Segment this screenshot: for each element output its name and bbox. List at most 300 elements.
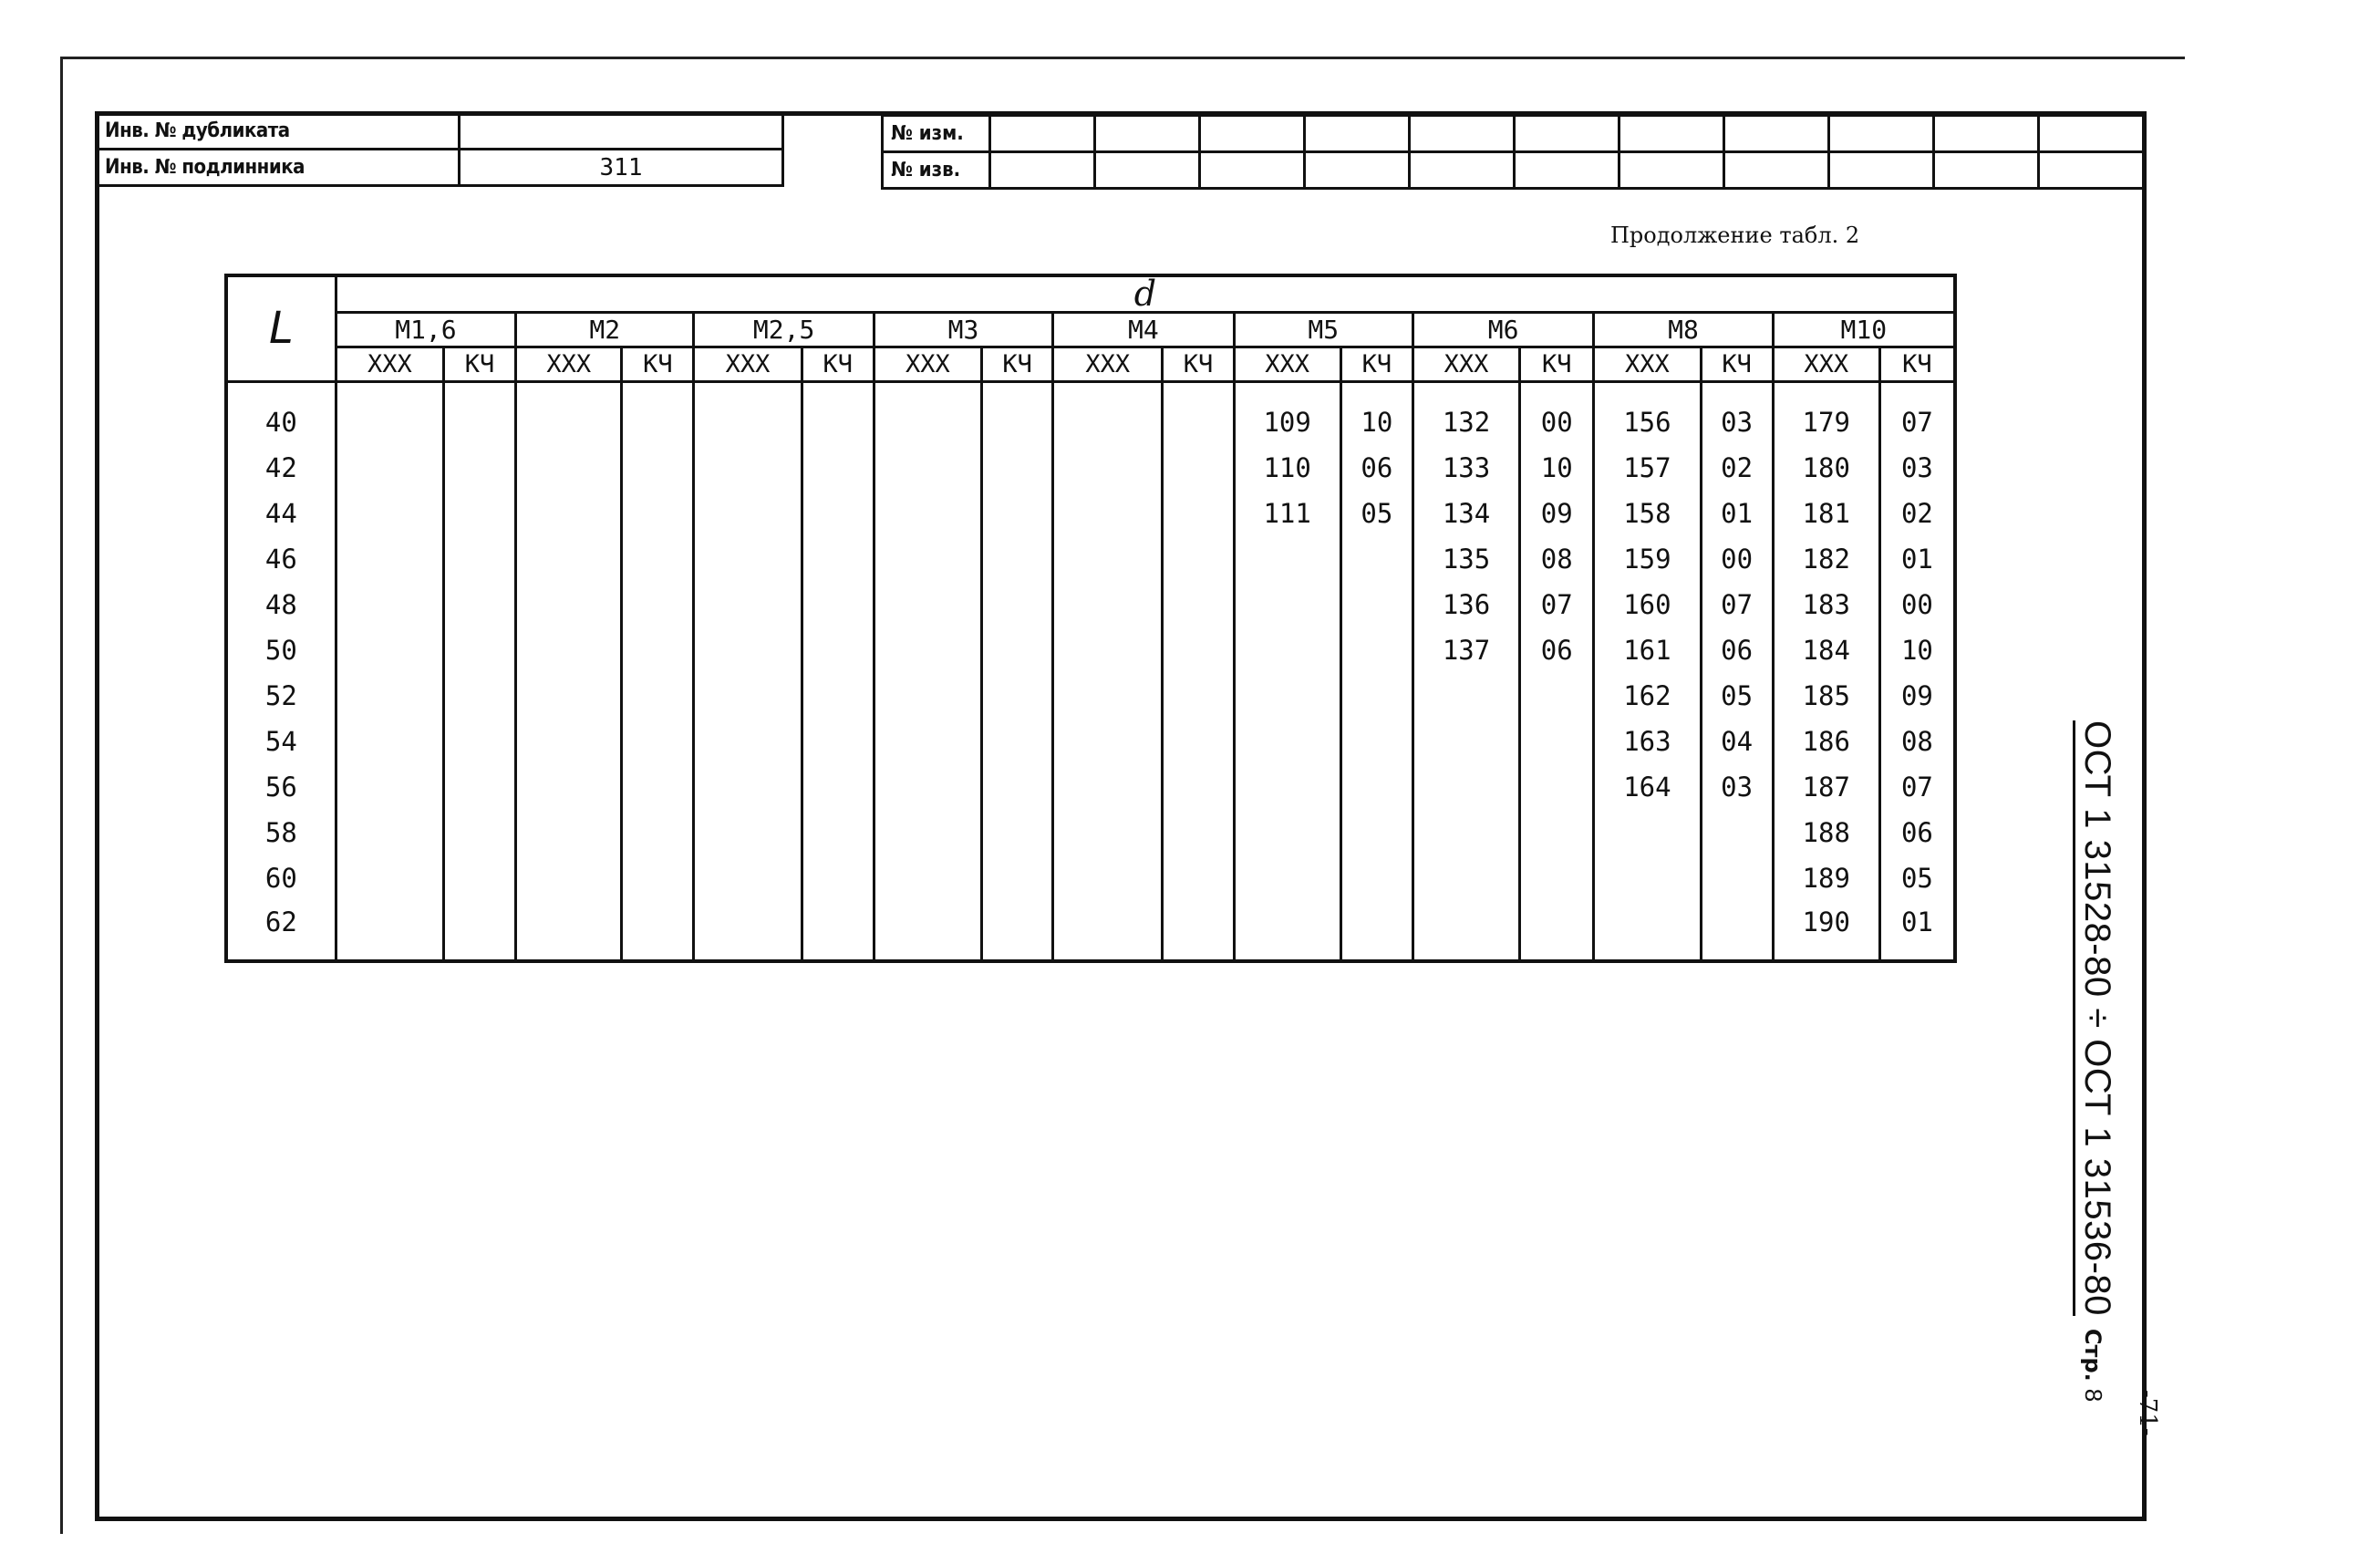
code-kch-cell [622,855,694,901]
code-kch-cell [982,627,1053,673]
code-kch-header: КЧ [802,347,874,381]
code-kch-cell [1163,719,1234,764]
length-cell: 62 [226,901,336,961]
duplicate-inventory-value [460,113,783,150]
table-row [226,399,1955,445]
code-xxx-cell [1412,719,1519,764]
code-xxx-cell [516,719,622,764]
code-xxx-cell [1053,719,1163,764]
code-kch-cell: 05 [1701,673,1773,719]
code-kch-cell: 09 [1520,491,1594,536]
code-kch-cell [802,399,874,445]
code-xxx-cell [336,582,443,627]
thread-size-header: М1,6 [336,312,515,347]
code-xxx-cell [874,673,981,719]
code-xxx-cell: 189 [1773,855,1879,901]
code-kch-cell [1520,901,1594,961]
code-xxx-cell [1234,810,1340,855]
spacer-cell [443,381,515,399]
code-xxx-cell [1412,810,1519,855]
code-kch-cell [1340,719,1412,764]
code-kch-cell: 06 [1520,627,1594,673]
code-kch-cell [982,399,1053,445]
table-row [226,536,1955,582]
code-kch-cell: 05 [1340,491,1412,536]
spacer-cell [516,381,622,399]
length-cell: 48 [226,582,336,627]
code-kch-cell [1340,582,1412,627]
code-kch-cell [1340,901,1412,961]
code-xxx-cell [516,399,622,445]
code-xxx-header: ХХХ [1234,347,1340,381]
code-xxx-cell [1412,673,1519,719]
code-kch-cell [622,491,694,536]
spacer-row [226,381,1955,399]
code-xxx-cell: 111 [1234,491,1340,536]
code-xxx-cell: 187 [1773,764,1879,810]
code-xxx-cell [694,673,802,719]
code-kch-cell [982,855,1053,901]
code-kch-cell: 03 [1701,399,1773,445]
code-xxx-cell [694,536,802,582]
code-kch-cell: 03 [1701,764,1773,810]
code-kch-cell [1340,673,1412,719]
table-body [226,381,1955,961]
code-xxx-header: ХХХ [1773,347,1879,381]
code-xxx-cell [694,901,802,961]
code-xxx-cell [516,536,622,582]
code-kch-cell [982,719,1053,764]
code-xxx-cell [694,491,802,536]
code-xxx-cell [874,764,981,810]
length-cell: 54 [226,719,336,764]
code-xxx-cell [874,399,981,445]
code-xxx-cell: 162 [1594,673,1701,719]
code-kch-cell [1701,855,1773,901]
code-kch-cell [622,627,694,673]
spacer-cell [1412,381,1519,399]
length-cell: 58 [226,810,336,855]
spacer-cell [1234,381,1340,399]
notice-cell [1305,152,1410,189]
table-row [226,810,1955,855]
code-xxx-cell [694,719,802,764]
code-xxx-cell [1234,673,1340,719]
code-xxx-cell: 156 [1594,399,1701,445]
code-kch-cell [982,810,1053,855]
code-xxx-cell [336,536,443,582]
code-xxx-cell [1234,536,1340,582]
code-kch-cell: 02 [1879,491,1955,536]
code-kch-cell [1340,536,1412,582]
code-kch-cell: 01 [1879,901,1955,961]
table-row [226,901,1955,961]
notice-number-label: № изв. [883,152,990,189]
spacer-cell [1701,381,1773,399]
code-xxx-cell [516,810,622,855]
length-cell: 46 [226,536,336,582]
code-kch-cell [1340,764,1412,810]
code-kch-cell [443,627,515,673]
table-row [226,627,1955,673]
code-kch-cell [1163,627,1234,673]
page-number: 8 [2080,1388,2107,1403]
code-xxx-cell [694,855,802,901]
code-kch-cell: 10 [1520,445,1594,491]
code-kch-cell [802,673,874,719]
code-xxx-cell [874,719,981,764]
code-kch-cell: 08 [1879,719,1955,764]
code-kch-header: КЧ [1520,347,1594,381]
code-kch-cell [622,399,694,445]
code-kch-cell: 08 [1520,536,1594,582]
code-xxx-cell [1053,399,1163,445]
code-kch-cell [802,445,874,491]
code-xxx-cell: 188 [1773,810,1879,855]
code-xxx-cell [1234,901,1340,961]
code-kch-cell: 09 [1879,673,1955,719]
length-cell: 56 [226,764,336,810]
spacer-cell [802,381,874,399]
code-kch-cell [622,673,694,719]
spacer-cell [1340,381,1412,399]
notice-cell [1724,152,1829,189]
code-xxx-header: ХХХ [1053,347,1163,381]
code-xxx-cell [336,764,443,810]
code-xxx-cell: 136 [1412,582,1519,627]
code-xxx-cell [874,855,981,901]
code-kch-cell: 03 [1879,445,1955,491]
code-kch-cell [1520,719,1594,764]
code-xxx-cell [694,627,802,673]
code-kch-cell [982,764,1053,810]
code-xxx-cell [1594,855,1701,901]
spacer-cell [226,381,336,399]
code-xxx-cell: 161 [1594,627,1701,673]
code-kch-header: КЧ [982,347,1053,381]
code-kch-cell [802,582,874,627]
code-xxx-cell [1412,855,1519,901]
code-kch-cell: 05 [1879,855,1955,901]
notice-cell [1829,152,1934,189]
code-xxx-header: ХХХ [874,347,981,381]
code-kch-cell: 07 [1879,399,1955,445]
code-kch-cell [982,491,1053,536]
code-xxx-cell [1053,536,1163,582]
code-xxx-cell: 186 [1773,719,1879,764]
code-kch-header: КЧ [1340,347,1412,381]
length-cell: 60 [226,855,336,901]
code-kch-cell [1520,855,1594,901]
code-xxx-cell: 185 [1773,673,1879,719]
change-number-label: № изм. [883,116,990,152]
code-xxx-cell [516,491,622,536]
code-kch-cell [1163,445,1234,491]
code-xxx-cell [874,901,981,961]
code-kch-cell [622,445,694,491]
code-xxx-cell [336,627,443,673]
code-kch-cell [802,719,874,764]
notice-cell [1095,152,1200,189]
spacer-cell [694,381,802,399]
code-xxx-cell [1053,764,1163,810]
code-kch-cell [1163,810,1234,855]
length-cell: 50 [226,627,336,673]
code-kch-cell: 07 [1701,582,1773,627]
code-xxx-cell [1053,445,1163,491]
data-table [224,274,1957,963]
code-kch-header: КЧ [1701,347,1773,381]
code-kch-cell: 06 [1879,810,1955,855]
code-kch-cell [622,536,694,582]
notice-cell [1410,152,1515,189]
code-xxx-cell: 160 [1594,582,1701,627]
code-kch-cell: 10 [1879,627,1955,673]
thread-size-header: М2,5 [694,312,874,347]
code-xxx-cell: 179 [1773,399,1879,445]
code-kch-cell: 07 [1879,764,1955,810]
table-row [226,491,1955,536]
code-xxx-cell [1234,719,1340,764]
table-row [226,764,1955,810]
header-diameter: d [336,275,1955,312]
code-kch-cell [1163,491,1234,536]
code-xxx-cell: 183 [1773,582,1879,627]
code-xxx-cell [874,810,981,855]
code-xxx-cell: 190 [1773,901,1879,961]
inventory-stamp [95,111,784,187]
code-kch-cell [802,536,874,582]
code-kch-cell [622,719,694,764]
code-kch-cell [802,901,874,961]
spacer-cell [1053,381,1163,399]
header-length: L [226,275,336,381]
change-cell [1619,116,1724,152]
code-xxx-cell [874,582,981,627]
change-cell [1200,116,1305,152]
code-xxx-header: ХХХ [1412,347,1519,381]
change-cell [1724,116,1829,152]
standard-number: ОСТ 1 31528-80 ÷ ОСТ 1 31536-80 [2073,720,2117,1316]
table-row [226,445,1955,491]
code-xxx-cell [336,673,443,719]
code-xxx-cell [1053,901,1163,961]
code-kch-cell [443,719,515,764]
table-row [226,855,1955,901]
table-row [226,719,1955,764]
code-kch-cell [1163,582,1234,627]
notice-cell [1934,152,2039,189]
code-xxx-cell [1053,491,1163,536]
code-kch-header: КЧ [1879,347,1955,381]
code-xxx-cell [516,673,622,719]
change-cell [1934,116,2039,152]
page-label: Стр. [2080,1328,2106,1382]
code-xxx-cell [874,445,981,491]
code-xxx-cell [516,627,622,673]
change-record-stamp [881,114,2145,190]
code-kch-cell [443,901,515,961]
code-xxx-cell [336,901,443,961]
code-xxx-cell [1594,901,1701,961]
code-kch-cell [1340,627,1412,673]
code-xxx-cell [516,901,622,961]
code-xxx-cell: 163 [1594,719,1701,764]
thread-size-header: М3 [874,312,1052,347]
code-kch-cell: 06 [1340,445,1412,491]
code-xxx-cell [874,536,981,582]
table-continuation-note: Продолжение табл. 2 [1610,223,1860,248]
code-kch-cell [1520,673,1594,719]
notice-cell [1619,152,1724,189]
code-xxx-cell: 109 [1234,399,1340,445]
code-kch-cell [443,582,515,627]
code-xxx-cell [1053,582,1163,627]
code-xxx-cell [336,491,443,536]
code-xxx-cell: 181 [1773,491,1879,536]
code-xxx-cell: 133 [1412,445,1519,491]
code-kch-cell: 00 [1879,582,1955,627]
code-xxx-cell: 132 [1412,399,1519,445]
code-xxx-cell [1053,855,1163,901]
code-kch-cell: 01 [1701,491,1773,536]
code-kch-cell [622,901,694,961]
code-xxx-cell [874,627,981,673]
change-cell [1305,116,1410,152]
code-kch-cell [443,399,515,445]
code-xxx-cell [336,719,443,764]
code-xxx-header: ХХХ [1594,347,1701,381]
notice-cell [990,152,1095,189]
original-inventory-label: Инв. № подлинника [97,150,460,186]
code-kch-cell [443,445,515,491]
code-kch-cell [443,810,515,855]
code-xxx-cell [1053,673,1163,719]
table-row [226,673,1955,719]
change-cell [2039,116,2144,152]
code-xxx-cell [1053,627,1163,673]
code-header-row [226,347,1955,381]
code-xxx-cell [516,582,622,627]
thread-size-header: М10 [1773,312,1955,347]
spacer-cell [1520,381,1594,399]
code-xxx-cell: 135 [1412,536,1519,582]
code-xxx-cell [1234,627,1340,673]
code-xxx-cell [694,810,802,855]
code-xxx-cell [1412,901,1519,961]
code-kch-cell [802,764,874,810]
code-kch-header: КЧ [443,347,515,381]
length-cell: 44 [226,491,336,536]
code-xxx-cell [1234,764,1340,810]
length-cell: 40 [226,399,336,445]
code-xxx-cell [1412,764,1519,810]
code-xxx-cell [336,445,443,491]
code-xxx-cell [694,399,802,445]
spacer-cell [874,381,981,399]
spacer-cell [1163,381,1234,399]
code-kch-cell [443,764,515,810]
spacer-cell [622,381,694,399]
code-kch-cell [443,673,515,719]
code-kch-cell: 07 [1520,582,1594,627]
code-xxx-cell [1234,582,1340,627]
notice-cell [1515,152,1619,189]
code-kch-cell [443,491,515,536]
thread-size-header: М5 [1234,312,1412,347]
code-xxx-cell [1594,810,1701,855]
code-xxx-cell [516,764,622,810]
change-cell [990,116,1095,152]
thread-size-header: М2 [516,312,694,347]
spacer-cell [1773,381,1879,399]
notice-cell [1200,152,1305,189]
code-xxx-cell [336,855,443,901]
code-xxx-cell: 110 [1234,445,1340,491]
code-xxx-cell [694,445,802,491]
code-kch-cell [1701,901,1773,961]
code-kch-cell [802,855,874,901]
code-kch-cell [1340,810,1412,855]
code-xxx-cell [874,491,981,536]
code-kch-cell: 10 [1340,399,1412,445]
code-kch-cell [1340,855,1412,901]
code-xxx-cell: 180 [1773,445,1879,491]
code-kch-cell [622,582,694,627]
code-xxx-header: ХХХ [516,347,622,381]
change-cell [1829,116,1934,152]
code-kch-cell [982,445,1053,491]
code-kch-cell [1520,810,1594,855]
code-kch-cell: 02 [1701,445,1773,491]
code-xxx-cell: 184 [1773,627,1879,673]
code-kch-cell: 04 [1701,719,1773,764]
code-kch-cell [982,901,1053,961]
code-kch-cell [1163,901,1234,961]
code-kch-cell [1163,673,1234,719]
code-kch-cell [982,536,1053,582]
code-kch-cell [982,673,1053,719]
code-kch-cell: 06 [1701,627,1773,673]
code-kch-cell [622,764,694,810]
thread-size-header: М6 [1412,312,1593,347]
code-xxx-cell [1234,855,1340,901]
code-kch-cell [1163,536,1234,582]
original-inventory-value: 311 [460,150,783,186]
code-xxx-cell: 164 [1594,764,1701,810]
code-kch-header: КЧ [1163,347,1234,381]
change-cell [1410,116,1515,152]
code-kch-cell [1163,764,1234,810]
thread-size-header-row [226,312,1955,347]
code-kch-cell [1520,764,1594,810]
code-kch-cell [802,491,874,536]
code-kch-cell [802,810,874,855]
spacer-cell [1594,381,1701,399]
change-cell [1515,116,1619,152]
code-xxx-cell: 159 [1594,536,1701,582]
code-kch-cell [1163,399,1234,445]
code-xxx-header: ХХХ [336,347,443,381]
duplicate-inventory-label: Инв. № дубликата [97,113,460,150]
code-xxx-cell [336,810,443,855]
code-kch-cell [443,536,515,582]
sheet-margin-number: -71- [2134,1390,2161,1436]
spacer-cell [982,381,1053,399]
code-kch-cell: 00 [1520,399,1594,445]
code-xxx-cell: 157 [1594,445,1701,491]
code-kch-cell [1163,855,1234,901]
